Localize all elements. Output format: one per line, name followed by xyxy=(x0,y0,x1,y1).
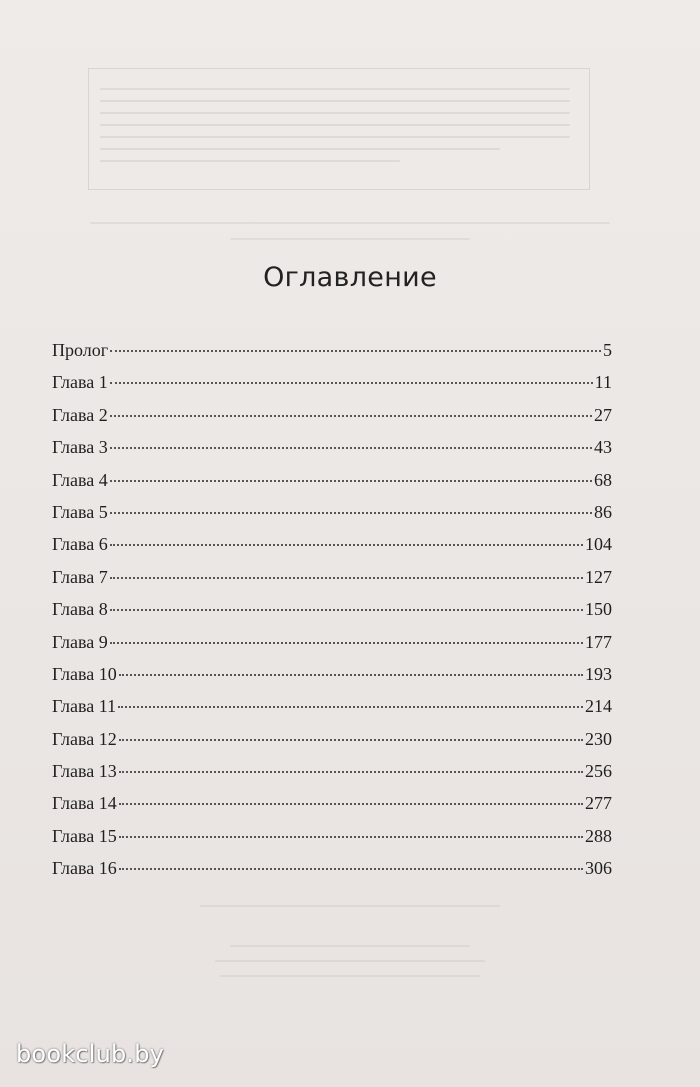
toc-entry-label: Глава 1 xyxy=(52,372,108,393)
toc-entry xyxy=(52,793,612,825)
toc-entry-page-number: 11 xyxy=(594,372,612,393)
page-title: Оглавление xyxy=(263,262,437,293)
toc-entry-label: Глава 2 xyxy=(52,404,108,425)
bleed-through-line xyxy=(100,124,570,126)
toc-dot-leader xyxy=(119,771,583,773)
toc-entry-page-number: 104 xyxy=(585,534,612,555)
toc-entry-page-number: 288 xyxy=(585,825,612,846)
toc-entry xyxy=(52,632,612,664)
bleed-through-box xyxy=(88,68,590,190)
toc-entry-label: Глава 16 xyxy=(52,858,117,879)
toc-entry-label: Глава 9 xyxy=(52,631,108,652)
bleed-through-line xyxy=(200,905,500,907)
bleed-through-line xyxy=(220,975,480,977)
toc-entry xyxy=(52,567,612,599)
toc-entry xyxy=(52,470,612,502)
bleed-through-line xyxy=(215,960,485,962)
toc-entry-label: Глава 7 xyxy=(52,566,108,587)
bleed-through-line xyxy=(100,112,570,114)
toc-entry-page-number: 177 xyxy=(585,631,612,652)
toc-entry-page-number: 68 xyxy=(594,469,612,490)
toc-dot-leader xyxy=(110,512,592,514)
toc-entry xyxy=(52,534,612,566)
toc-entry xyxy=(52,761,612,793)
toc-entry xyxy=(52,340,612,372)
watermark: bookclub.by xyxy=(16,1040,165,1068)
toc-dot-leader xyxy=(110,577,583,579)
toc-entry-label: Глава 10 xyxy=(52,663,117,684)
toc-dot-leader xyxy=(110,350,601,352)
toc-entry-label: Глава 3 xyxy=(52,437,108,458)
toc-entry xyxy=(52,437,612,469)
toc-dot-leader xyxy=(119,868,583,870)
toc-entry xyxy=(52,405,612,437)
bleed-through-line xyxy=(90,222,610,224)
toc-entry-label: Глава 5 xyxy=(52,501,108,522)
bleed-through-line xyxy=(100,136,570,138)
toc-entry-label: Пролог xyxy=(52,340,109,360)
toc-entry-page-number: 277 xyxy=(585,793,612,814)
toc-entry-label: Глава 12 xyxy=(52,728,117,749)
toc-dot-leader xyxy=(110,480,592,482)
toc-entry xyxy=(52,826,612,858)
toc-list xyxy=(52,340,612,891)
bleed-through-line xyxy=(100,88,570,90)
toc-dot-leader xyxy=(119,674,583,676)
toc-entry-page-number: 43 xyxy=(594,437,612,458)
toc-dot-leader xyxy=(110,642,583,644)
toc-entry-label: Глава 15 xyxy=(52,825,117,846)
bleed-through-line xyxy=(230,945,470,947)
toc-entry xyxy=(52,372,612,404)
bleed-through-line xyxy=(100,148,500,150)
toc-entry xyxy=(52,599,612,631)
toc-dot-leader xyxy=(110,415,592,417)
toc-entry-label: Глава 11 xyxy=(52,696,117,717)
toc-entry-label: Глава 6 xyxy=(52,534,108,555)
toc-dot-leader xyxy=(110,382,593,384)
toc-dot-leader xyxy=(110,609,583,611)
bleed-through-line xyxy=(230,238,470,240)
toc-entry xyxy=(52,696,612,728)
toc-entry xyxy=(52,729,612,761)
toc-entry xyxy=(52,664,612,696)
toc-entry xyxy=(52,858,612,890)
toc-entry-page-number: 306 xyxy=(585,858,612,879)
toc-entry-label: Глава 4 xyxy=(52,469,108,490)
toc-entry-page-number: 86 xyxy=(594,501,612,522)
toc-dot-leader xyxy=(118,706,583,708)
toc-entry-label: Глава 14 xyxy=(52,793,117,814)
toc-entry-label: Глава 8 xyxy=(52,599,108,620)
toc-dot-leader xyxy=(119,836,583,838)
toc-dot-leader xyxy=(110,447,592,449)
toc-entry-page-number: 214 xyxy=(585,696,612,717)
toc-entry-page-number: 193 xyxy=(585,663,612,684)
toc-entry-page-number: 150 xyxy=(585,599,612,620)
bleed-through-line xyxy=(100,160,400,162)
toc-entry-page-number: 127 xyxy=(585,566,612,587)
toc-entry-page-number: 5 xyxy=(603,340,612,360)
toc-dot-leader xyxy=(110,544,583,546)
toc-entry-page-number: 256 xyxy=(585,761,612,782)
toc-dot-leader xyxy=(119,803,583,805)
toc-entry-page-number: 230 xyxy=(585,728,612,749)
toc-entry-page-number: 27 xyxy=(594,404,612,425)
toc-dot-leader xyxy=(119,739,583,741)
toc-entry xyxy=(52,502,612,534)
bleed-through-line xyxy=(100,100,570,102)
toc-entry-label: Глава 13 xyxy=(52,761,117,782)
